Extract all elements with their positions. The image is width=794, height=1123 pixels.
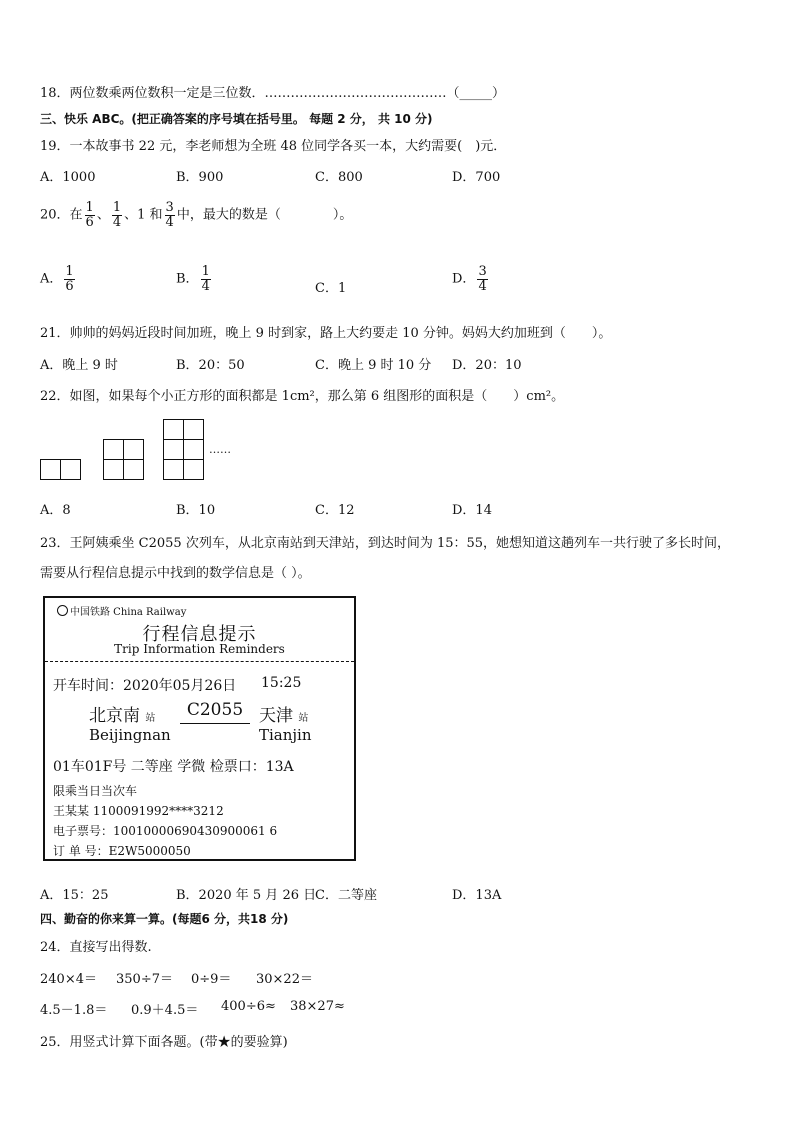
q23-option-d: D．13A <box>452 888 502 903</box>
order-number: 订 单 号：E2W5000050 <box>53 844 191 858</box>
q19-option-d: D．700 <box>452 170 501 185</box>
section4-heading: 四、勤奋的你来算一算。(每题6 分，共18 分) <box>40 912 289 926</box>
q23-text-line1: 23．王阿姨乘坐 C2055 次列车，从北京南站到天津站，到达时间为 15：55，她想知道这趟列车一共行驶了多长时间， <box>40 536 731 551</box>
q20-option-d: D． $\frac{3}{4}$ <box>452 264 487 294</box>
q23-option-c: C．二等座 <box>315 888 377 903</box>
ticket-title-cn: 行程信息提示 <box>142 624 257 645</box>
q21-text: 21．帅帅的妈妈近段时间加班，晚上 9 时到家，路上大约要走 10 分钟。妈妈大约加班到（ ）。 <box>40 326 612 341</box>
q24-item: 4.5－1.8＝ <box>40 1003 108 1018</box>
unit-square <box>103 459 124 480</box>
train-number: C2055 <box>180 700 250 724</box>
from-station-en: Beijingnan <box>89 726 171 744</box>
q24-item: 0÷9＝ <box>191 972 232 987</box>
unit-square <box>103 439 124 460</box>
q21-option-c: C．晚上 9 时 10 分 <box>315 358 432 373</box>
fraction: $\frac{3}{4}$ <box>478 264 487 294</box>
q20-text: 20．在 $\frac{1}{6}$ 、 $\frac{1}{4}$ 、1 和 $\frac{3}{4}$ 中，最大的数是（ ）。 <box>40 200 353 230</box>
q22-option-c: C．12 <box>315 503 355 518</box>
railway-logo-icon <box>57 605 68 616</box>
q24-item: 240×4＝ <box>40 972 97 987</box>
seat-info: 01车01F号 二等座 学微 检票口：13A <box>53 759 294 775</box>
unit-square <box>183 459 204 480</box>
ticket-title-en: Trip Information Reminders <box>114 642 285 656</box>
from-station: 北京南 站 <box>89 706 156 726</box>
q24-item: 350÷7＝ <box>116 972 173 987</box>
q24-item: 38×27≈ <box>290 999 345 1014</box>
fraction: $\frac{1}{6}$ <box>85 200 94 230</box>
unit-square <box>123 459 144 480</box>
q18-text: 18．两位数乘两位数积一定是三位数．……………………………………（_____） <box>40 86 506 101</box>
q21-option-a: A．晚上 9 时 <box>40 358 118 373</box>
pattern-ellipsis: …… <box>209 443 231 456</box>
q23-option-b: B．2020 年 5 月 26 日 <box>176 888 317 903</box>
q19-option-a: A．1000 <box>40 170 96 185</box>
q23-text-line2: 需要从行程信息提示中找到的数学信息是（ ）。 <box>40 566 311 581</box>
q20-option-c: C．1 <box>315 281 347 296</box>
q21-option-b: B．20：50 <box>176 358 245 373</box>
q22-text: 22．如图，如果每个小正方形的面积都是 1cm²，那么第 6 组图形的面积是（ ）cm²。 <box>40 389 565 404</box>
unit-square <box>163 419 184 440</box>
q20-option-b: B． $\frac{1}{4}$ <box>176 264 210 294</box>
q19-option-b: B．900 <box>176 170 224 185</box>
passenger-info: 王某某 1100091992****3212 <box>53 804 224 818</box>
ticket-notice: 限乘当日当次车 <box>53 784 138 798</box>
q25-text: 25．用竖式计算下面各题。(带★的要验算) <box>40 1035 288 1050</box>
section3-heading: 三、快乐 ABC。(把正确答案的序号填在括号里。 每题 2 分， 共 10 分) <box>40 112 433 126</box>
q22-option-b: B．10 <box>176 503 216 518</box>
q23-option-a: A．15：25 <box>40 888 109 903</box>
unit-square <box>163 439 184 460</box>
q24-item: 400÷6≈ <box>221 999 276 1014</box>
unit-square <box>183 439 204 460</box>
fraction: $\frac{1}{6}$ <box>65 264 74 294</box>
q24-item: 0.9＋4.5＝ <box>131 1003 199 1018</box>
q24-text: 24．直接写出得数. <box>40 940 152 955</box>
q22-option-a: A．8 <box>40 503 71 518</box>
unit-square <box>60 459 81 480</box>
q19-text: 19．一本故事书 22 元，李老师想为全班 48 位同学各买一本，大约需要( )元． <box>40 139 507 154</box>
railway-logo: 中国铁路 China Railway <box>57 603 186 618</box>
q20-option-a: A． $\frac{1}{6}$ <box>40 264 74 294</box>
to-station: 天津 站 <box>259 706 309 726</box>
depart-time: 15:25 <box>261 675 302 691</box>
fraction: $\frac{1}{4}$ <box>112 200 122 230</box>
ticket-divider <box>45 661 354 662</box>
q24-item: 30×22＝ <box>256 972 313 987</box>
unit-square <box>40 459 61 480</box>
unit-square <box>123 439 144 460</box>
fraction: $\frac{1}{4}$ <box>201 264 210 294</box>
eticket-number: 电子票号：10010000690430900061 6 <box>53 824 278 838</box>
fraction: $\frac{3}{4}$ <box>165 200 174 230</box>
unit-square <box>183 419 204 440</box>
depart-date: 开车时间：2020年05月26日 <box>53 678 237 694</box>
q22-option-d: D．14 <box>452 503 492 518</box>
trip-info-ticket <box>43 596 356 861</box>
to-station-en: Tianjin <box>259 726 312 744</box>
q19-option-c: C．800 <box>315 170 363 185</box>
q21-option-d: D．20：10 <box>452 358 522 373</box>
unit-square <box>163 459 184 480</box>
